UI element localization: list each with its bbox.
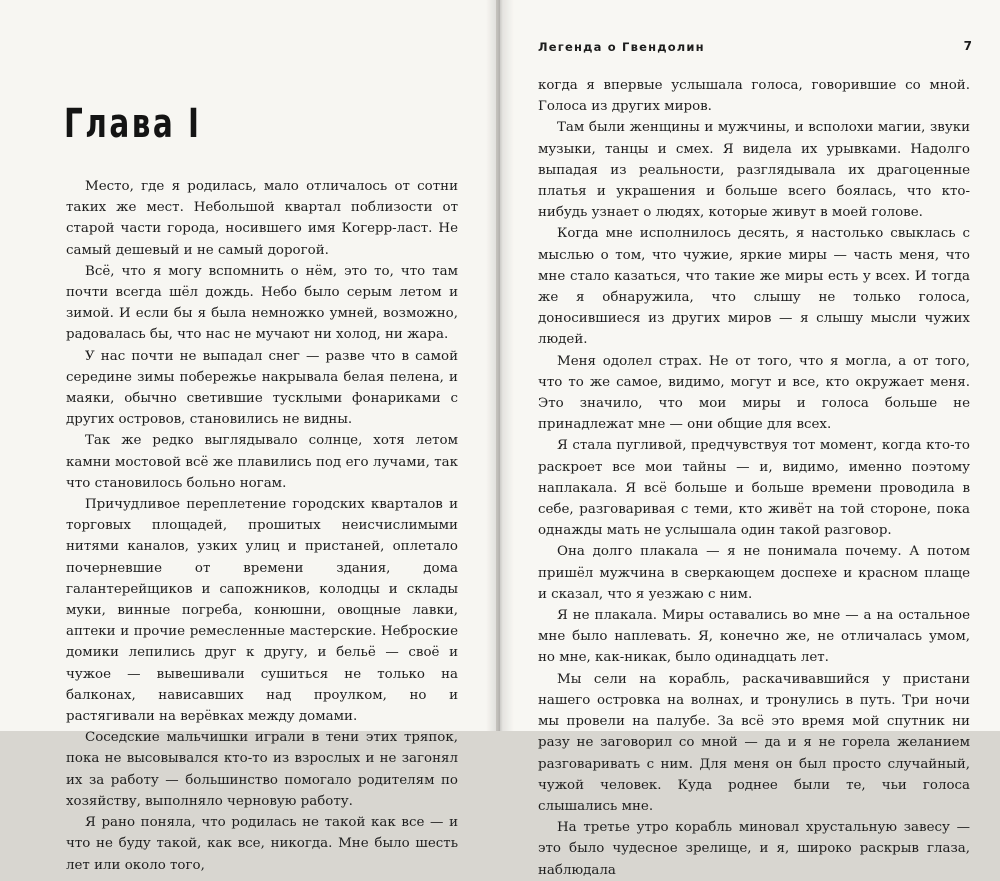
right-page-body bbox=[538, 75, 970, 881]
paragraph: Место, где я родилась, мало отличалось от сотни таких же мест. Небольшой квартал поблизости от старой части города, носившего имя Когерр-ласт. Не самый дешевый и не самый дорогой. bbox=[66, 179, 458, 258]
chapter-title: Глава I bbox=[64, 101, 202, 147]
book-gutter-shadow bbox=[486, 0, 514, 731]
paragraph: Мы сели на корабль, раскачивавшийся у пристани нашего островка на волнах, и тронулись в путь. Три ночи мы провели на палубе. За всё это время мой спутник ни разу не заговорил со мной — да и я не горела желанием разговаривать с ним. Для меня он был просто случайный, чужой человек. Куда роднее были те, чьи голоса слышались мне. bbox=[538, 671, 970, 814]
paragraph: Там были женщины и мужчины, и всполохи магии, звуки музыки, танцы и смех. Я видела их урывками. Надолго выпадая из реальности, разглядывала их драгоценные платья и украшения и больше всего боялась, что кто-нибудь узнает о людях, которые живут в моей голове. bbox=[538, 120, 970, 221]
running-head: Легенда о Гвендолин bbox=[538, 40, 705, 54]
left-page bbox=[0, 0, 496, 873]
paragraph: Причудливое переплетение городских кварталов и торговых площадей, прошитых неисчислимыми нитями каналов, узких улиц и пристаней, оплетало почерневшие от времени здания, дома галантерейщиков и сапожников, колодцы и склады муки, винные погреба, конюшни, овощные лавки, аптеки и прочие ремесленные мастерские. Неброские домики лепились друг к другу, и бельё — своё и чужое — вывешивали сушиться не только на балконах, нависавших над проулком, но и растягивали на верёвках между домами. bbox=[66, 497, 458, 725]
paragraph: Она долго плакала — я не понимала почему. А потом пришёл мужчина в сверкающем доспехе и красном плаще и сказал, что я уезжаю с ним. bbox=[538, 544, 970, 602]
left-page-body bbox=[66, 176, 458, 876]
paragraph-continuation: когда я впервые услышала голоса, говорившие со мной. Голоса из других миров. bbox=[538, 78, 970, 115]
paragraph: Меня одолел страх. Не от того, что я могла, а от того, что то же самое, видимо, могут и все, кто окружает меня. Это значило, что мои миры и голоса больше не принадлежат мне — они общие для всех. bbox=[538, 353, 970, 433]
paragraph: Я не плакала. Миры оставались во мне — а на остальное мне было наплевать. Я, конечно же, не отличалась умом, но мне, как-никак, было одинадцать лет. bbox=[538, 608, 970, 666]
paragraph: Когда мне исполнилось десять, я настолько свыклась с мыслью о том, что чужие, яркие миры — часть меня, что мне стало казаться, что такие же миры есть у всех. И тогда же я обнаружила, что слышу не только голоса, доносившиеся из других миров — я слышу мысли чужих людей. bbox=[538, 226, 970, 348]
right-page bbox=[500, 0, 1000, 878]
paragraph: Я рано поняла, что родилась не такой как все — и что не буду такой, как все, никогда. Мне было шесть лет или около того, bbox=[66, 815, 458, 873]
paragraph: Соседские мальчишки играли в тени этих тряпок, пока не высовывался кто-то из взрослых и не загонял их за работу — большинство помогало родителям по хозяйству, выполняло черновую работу. bbox=[66, 730, 458, 809]
page-number: 7 bbox=[963, 39, 972, 53]
paragraph: Всё, что я могу вспомнить о нём, это то, что там почти всегда шёл дождь. Небо было серым летом и зимой. И если бы я была немножко умней, возможно, радовалась бы, что нас не мучают ни холод, ни жара. bbox=[66, 263, 458, 343]
paragraph: На третье утро корабль миновал хрустальную завесу — это было чудесное зрелище, и я, широко раскрыв глаза, наблюдала bbox=[538, 820, 970, 878]
paragraph: Так же редко выглядывало солнце, хотя летом камни мостовой всё же плавились под его лучами, так что становилось больно ногам. bbox=[66, 433, 458, 491]
paragraph: Я стала пугливой, предчувствуя тот момент, когда кто-то раскроет все мои тайны — и, видимо, именно поэтому наплакала. Я всё больше и больше времени проводила в себе, разговаривая с теми, кто живёт на той стороне, пока однажды мать не услышала один такой разговор. bbox=[538, 438, 970, 539]
paragraph: У нас почти не выпадал снег — разве что в самой середине зимы побережье накрывала белая пелена, и маяки, обычно светившие тусклыми фонариками с других островов, становились не видны. bbox=[66, 348, 458, 428]
